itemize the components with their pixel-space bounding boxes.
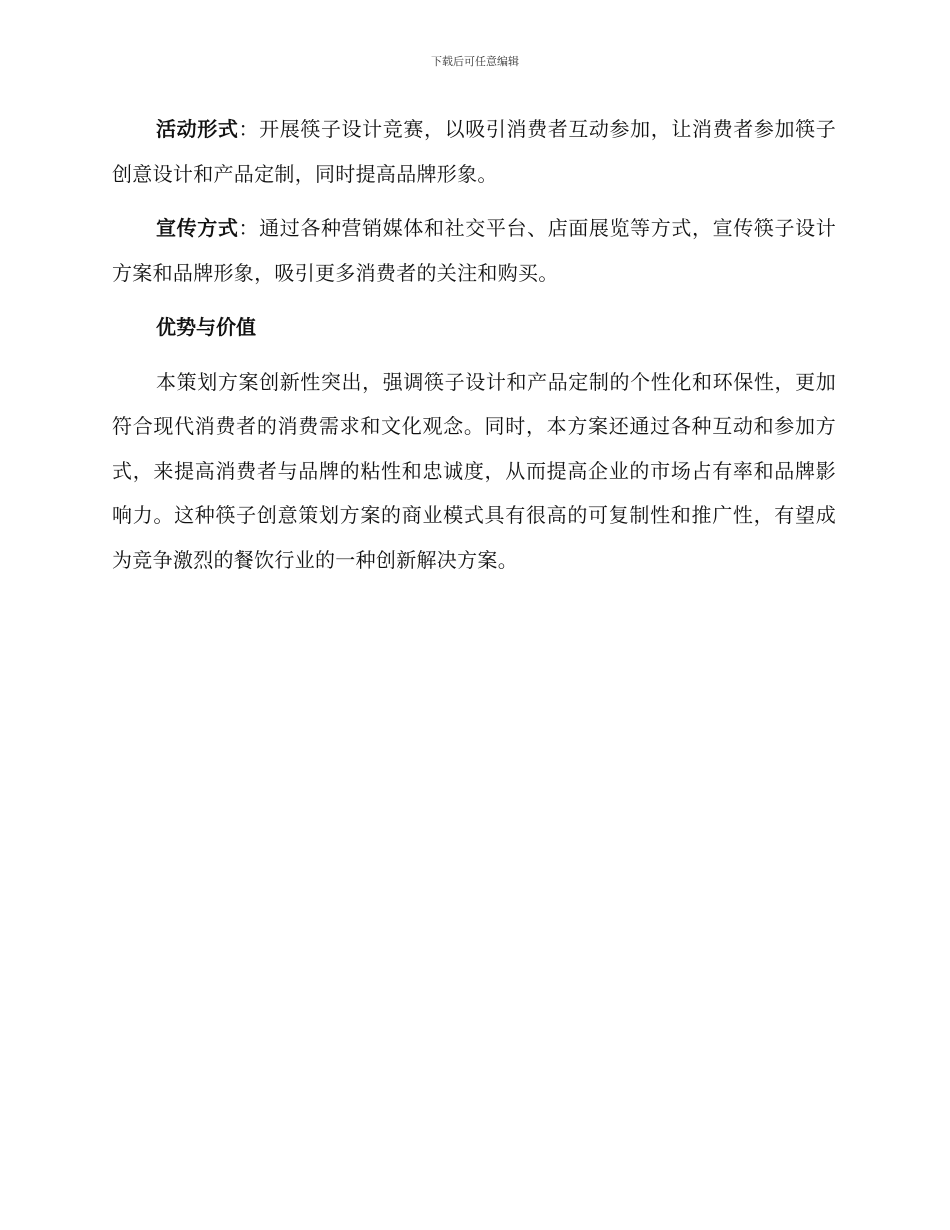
advantages-paragraph: 本策划方案创新性突出，强调筷子设计和产品定制的个性化和环保性，更加符合现代消费者的消费需求和文化观念。同时，本方案还通过各种互动和参加方式，来提高消费者与品牌的粘性和忠诚度，从而提高企业的市场占有率和品牌影响力。这种筷子创意策划方案的商业模式具有很高的可复制性和推广性，有望成为竞争激烈的餐饮行业的一种创新解决方案。 <box>112 369 836 572</box>
activity-text: 开展筷子设计竞赛，以吸引消费者互动参加，让消费者参加筷子创意设计和产品定制，同时提高品牌形象。 <box>112 117 836 186</box>
promotion-label: 宣传方式 <box>156 216 239 240</box>
promotion-paragraph <box>112 206 836 295</box>
activity-label: 活动形式 <box>156 117 239 141</box>
activity-separator: ： <box>238 117 260 141</box>
document-body <box>112 107 836 592</box>
promotion-text: 通过各种营销媒体和社交平台、店面展览等方式，宣传筷子设计方案和品牌形象，吸引更多消费者的关注和购买。 <box>112 216 836 285</box>
promotion-separator: ： <box>238 216 260 240</box>
activity-paragraph <box>112 107 836 196</box>
advantages-heading: 优势与价值 <box>156 315 256 339</box>
page-header: 下载后可任意编辑 <box>431 55 519 68</box>
